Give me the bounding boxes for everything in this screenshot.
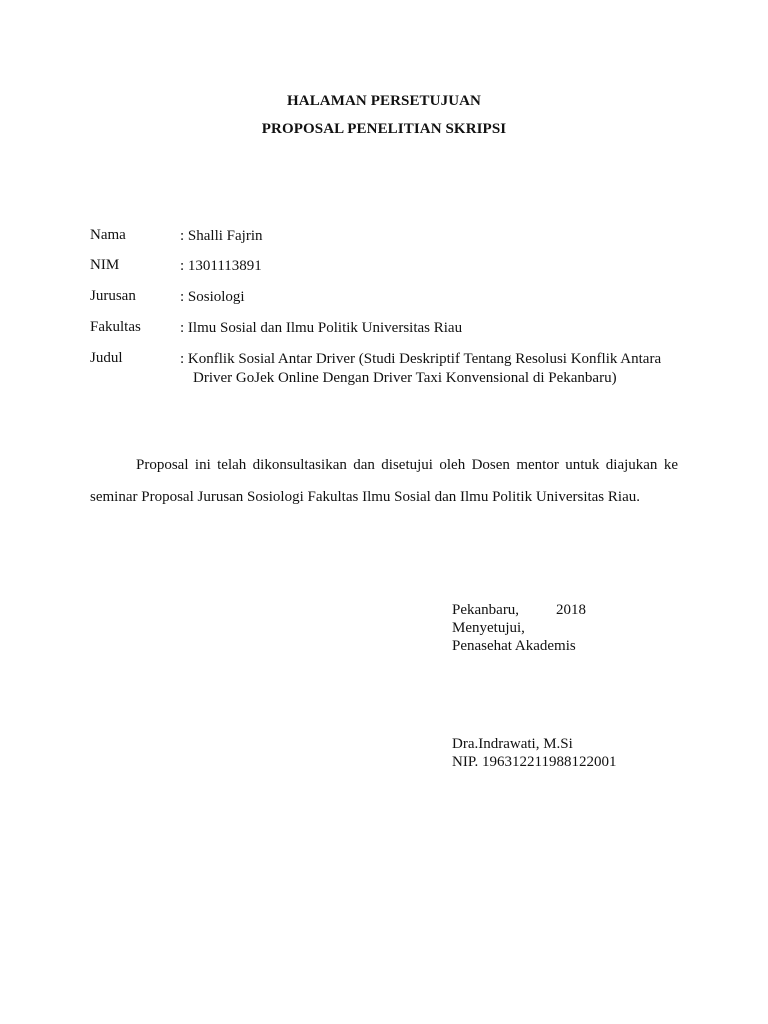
field-value: : Shalli Fajrin <box>180 228 263 244</box>
judul-line-1: : Konflik Sosial Antar Driver (Studi Deskriptif Tentang Resolusi Konflik Antara <box>180 351 662 367</box>
approval-paragraph-line-1: Proposal ini telah dikonsultasikan dan disetujui oleh Dosen mentor untuk diajukan ke <box>136 457 678 473</box>
field-value: : Ilmu Sosial dan Ilmu Politik Universitas Riau <box>180 320 463 336</box>
field-label: Jurusan <box>90 288 136 304</box>
field-value: : Sosiologi <box>180 289 245 305</box>
field-value: : 1301113891 <box>180 258 262 274</box>
approval-paragraph-line-2: seminar Proposal Jurusan Sosiologi Fakultas Ilmu Sosial dan Ilmu Politik Universitas Riau. <box>90 489 640 505</box>
signature-place-date <box>452 601 712 619</box>
signature-nip: NIP. 196312211988122001 <box>452 754 617 770</box>
field-value <box>180 350 700 388</box>
field-label: Nama <box>90 227 126 243</box>
field-label: NIM <box>90 257 120 273</box>
signature-approval: Menyetujui, <box>452 620 525 636</box>
page-subtitle: PROPOSAL PENELITIAN SKRIPSI <box>261 121 507 137</box>
signature-name: Dra.Indrawati, M.Si <box>452 736 573 752</box>
judul-line-2: Driver GoJek Online Dengan Driver Taxi Konvensional di Pekanbaru) <box>193 370 617 386</box>
signature-role: Penasehat Akademis <box>452 638 576 654</box>
signature-year: 2018 <box>556 602 586 618</box>
field-label: Judul <box>90 350 123 366</box>
field-label: Fakultas <box>90 319 141 335</box>
signature-place: Pekanbaru, <box>452 602 520 618</box>
page-title: HALAMAN PERSETUJUAN <box>287 93 481 109</box>
